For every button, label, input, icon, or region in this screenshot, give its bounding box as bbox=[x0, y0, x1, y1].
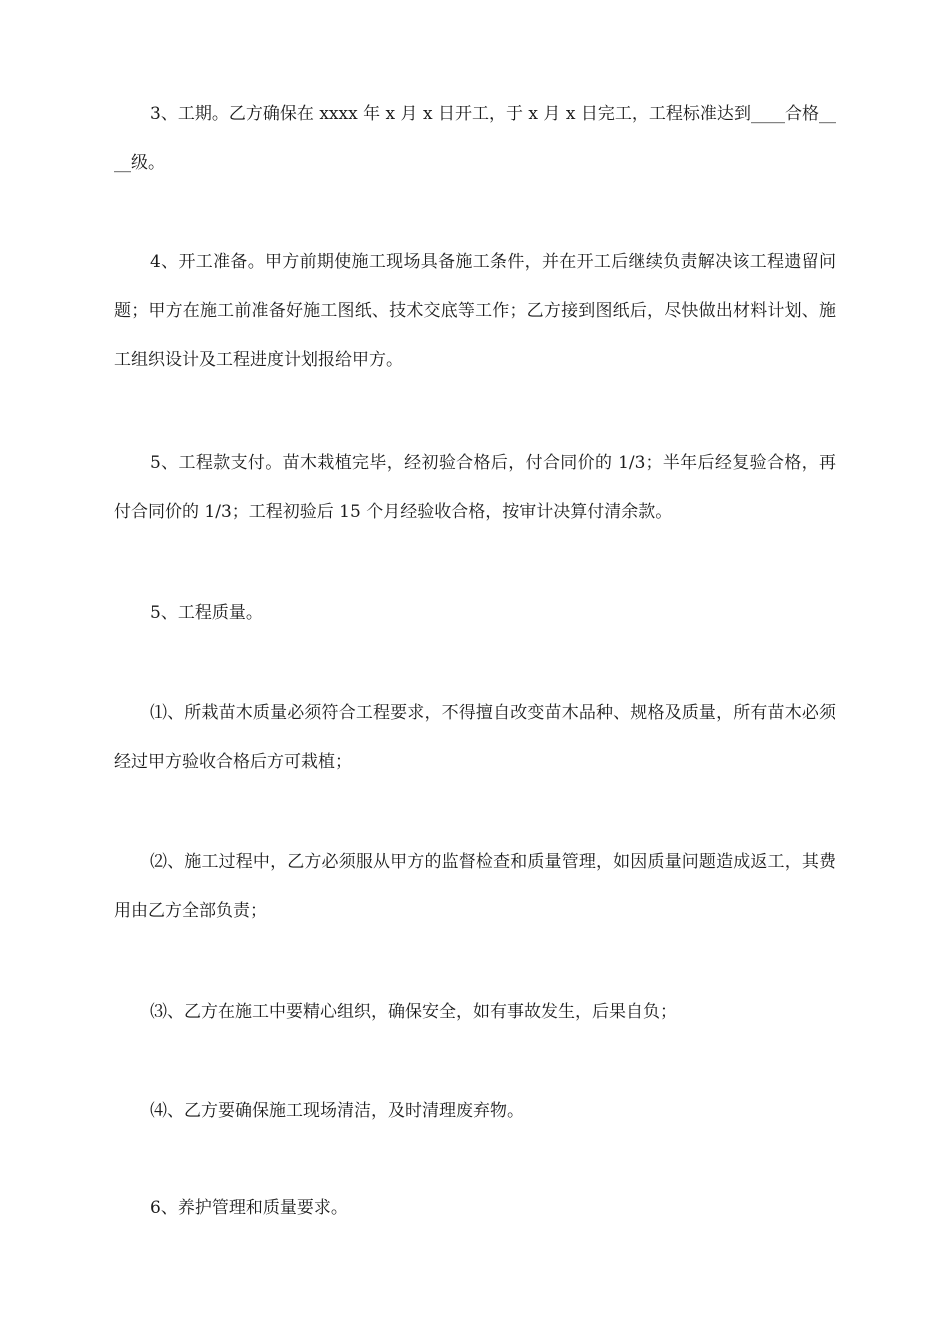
paragraph-preparation: 4、开工准备。甲方前期使施工现场具备施工条件，并在开工后继续负责解决该工程遗留问题；甲方在施工前准备好施工图纸、技术交底等工作；乙方接到图纸后，尽快做出材料计划、施工组织设计及工程进度计划报给甲方。 bbox=[114, 252, 836, 370]
paragraph-quality-item-1: ⑴、所栽苗木质量必须符合工程要求，不得擅自改变苗木品种、规格及质量，所有苗木必须经过甲方验收合格后方可栽植； bbox=[114, 703, 836, 772]
paragraph-quality-item-4: ⑷、乙方要确保施工现场清洁，及时清理废弃物。 bbox=[150, 1101, 524, 1121]
paragraph-schedule: 3、工期。乙方确保在 xxxx 年 x 月 x 日开工，于 x 月 x 日完工，工程标准达到____合格____级。 bbox=[114, 104, 836, 173]
paragraph-quality-heading: 5、工程质量。 bbox=[150, 603, 263, 623]
paragraph-quality-item-3: ⑶、乙方在施工中要精心组织，确保安全，如有事故发生，后果自负； bbox=[150, 1002, 677, 1022]
paragraph-quality-item-2: ⑵、施工过程中，乙方必须服从甲方的监督检查和质量管理，如因质量问题造成返工，其费用由乙方全部负责； bbox=[114, 852, 836, 921]
paragraph-payment: 5、工程款支付。苗木栽植完毕，经初验合格后，付合同价的 1/3；半年后经复验合格，再付合同价的 1/3；工程初验后 15 个月经验收合格，按审计决算付清余款。 bbox=[114, 453, 836, 522]
paragraph-maintenance-heading: 6、养护管理和质量要求。 bbox=[150, 1198, 348, 1218]
